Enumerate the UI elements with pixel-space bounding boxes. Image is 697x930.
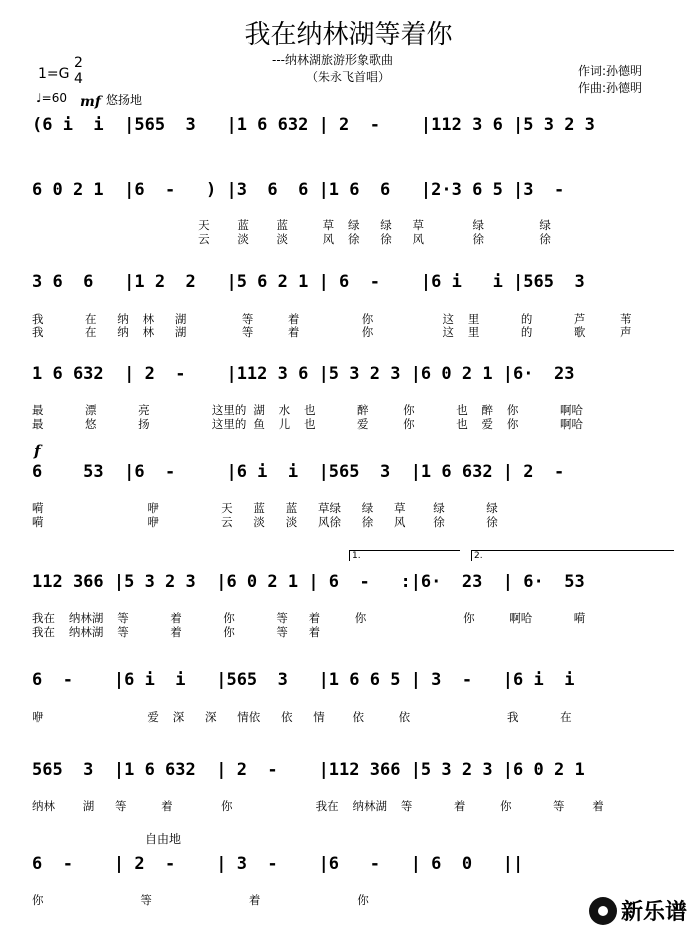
key-signature: 1=G xyxy=(38,66,70,82)
lyric-line-1: 咿 爱 深 深 情依 依 情 依 依 我 在 xyxy=(32,710,572,724)
lyric-line-1: 纳林 湖 等 着 你 我在 纳林湖 等 着 你 等 着 xyxy=(32,799,604,813)
composer-credit: 作曲:孙德明 xyxy=(578,81,643,95)
notes: 3 6 6 |1 2 2 |5 6 2 1 | 6 - |6 i i |565 3 xyxy=(32,272,585,292)
singer-credit: （朱永飞首唱） xyxy=(306,70,391,84)
lyric-line-2: 嗬 咿 云 淡 淡 风徐 徐 风 徐 徐 xyxy=(32,515,498,529)
time-signature-bottom: 4 xyxy=(74,71,83,87)
music-disc-icon xyxy=(589,897,617,925)
notes: 6 - |6 i i |565 3 |1 6 6 5 | 3 - |6 i i xyxy=(32,670,575,690)
site-logo xyxy=(589,895,687,926)
time-signature-top: 2 xyxy=(74,55,83,71)
lyric-line-1: 我 在 纳 林 湖 等 着 你 这 里 的 芦 苇 xyxy=(32,312,632,326)
dynamic-f: f xyxy=(34,442,41,460)
volta-first-ending: 1. xyxy=(349,550,460,561)
lyric-line-1: 你 等 着 你 xyxy=(32,893,369,907)
notes: 1 6 632 | 2 - |112 3 6 |5 3 2 3 |6 0 2 1 |6· 23 xyxy=(32,364,575,384)
tempo-value: =60 xyxy=(41,91,67,105)
volta-second-ending: 2. xyxy=(471,550,674,561)
expression-marking: 悠扬地 xyxy=(106,93,143,107)
notes: 565 3 |1 6 632 | 2 - |112 366 |5 3 2 3 |6 0 2 1 xyxy=(32,760,585,780)
notes: 6 0 2 1 |6 - ) |3 6 6 |1 6 6 |2·3 6 5 |3 - xyxy=(32,180,565,200)
quarter-note-icon: ♩ xyxy=(36,91,42,105)
song-title: 我在纳林湖等着你 xyxy=(244,20,453,50)
logo-text: 新乐谱 xyxy=(620,900,687,925)
lyric-line-2: 我在 纳林湖 等 着 你 等 着 xyxy=(32,625,321,639)
lyricist-credit: 作词:孙德明 xyxy=(578,64,643,78)
lyric-line-2: 最 悠 扬 这里的 鱼 儿 也 爱 你 也 爱 你 啊哈 xyxy=(32,417,583,431)
song-subtitle: ---纳林湖旅游形象歌曲 xyxy=(272,53,393,67)
notes: (6 i i |565 3 |1 6 632 | 2 - |112 3 6 |5 3 2 3 xyxy=(32,115,595,135)
lyric-line-1: 最 漂 亮 这里的 湖 水 也 醉 你 也 醉 你 啊哈 xyxy=(32,403,583,417)
lyric-line-1: 嗬 咿 天 蓝 蓝 草绿 绿 草 绿 绿 xyxy=(32,501,498,515)
lyric-line-2: 云 淡 淡 风 徐 徐 风 徐 徐 xyxy=(32,232,551,246)
notes: 112 366 |5 3 2 3 |6 0 2 1 | 6 - :|6· 23 | 6· 53 xyxy=(32,572,585,592)
lyric-line-1: 我在 纳林湖 等 着 你 等 着 你 你 啊哈 嗬 xyxy=(32,611,586,625)
time-signature xyxy=(74,55,83,87)
lyric-line-1: 天 蓝 蓝 草 绿 绿 草 绿 绿 xyxy=(32,218,551,232)
free-tempo-marking: 自由地 xyxy=(145,832,182,846)
notes: 6 - | 2 - | 3 - |6 - | 6 0 || xyxy=(32,854,524,874)
tempo-marking xyxy=(36,91,67,105)
lyric-line-2: 我 在 纳 林 湖 等 着 你 这 里 的 歌 声 xyxy=(32,325,632,339)
dynamic-mf: mf xyxy=(80,94,101,110)
notes: 6 53 |6 - |6 i i |565 3 |1 6 632 | 2 - xyxy=(32,462,565,482)
